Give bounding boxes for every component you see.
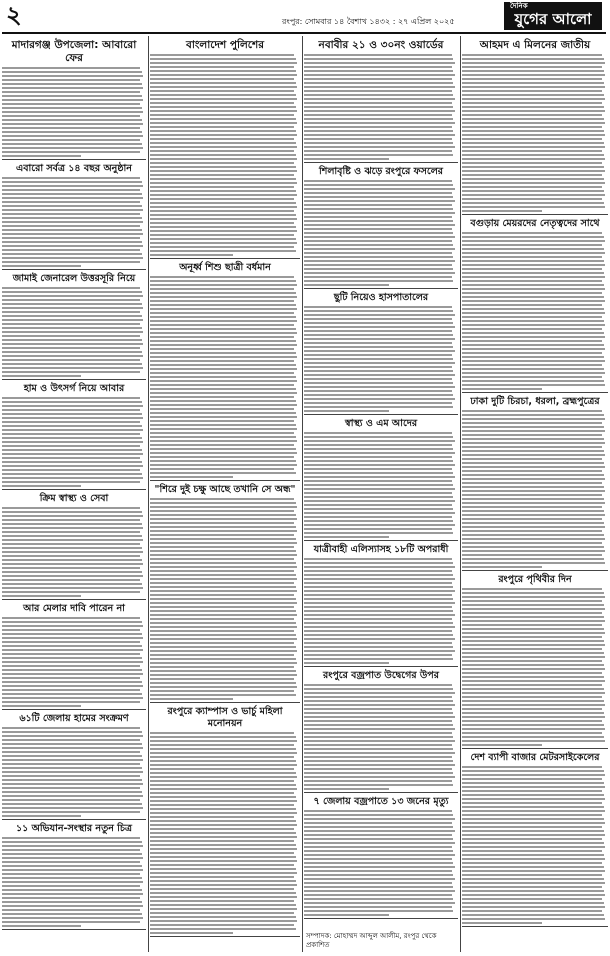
article-body — [2, 397, 146, 487]
headline: রংপুরে বজ্রপাত উদ্বেগের উপর — [323, 670, 439, 681]
column-4 — [462, 36, 608, 952]
article-divider — [304, 792, 458, 793]
headline: এবারো সর্বত্র ১৪ বছর অনুষ্ঠান — [16, 163, 132, 174]
headline: বাংলাদেশ পুলিশের — [185, 39, 265, 51]
headline: যাত্রীবাহী এলিস্যাসহ ১৮টি অপরাধী — [313, 544, 449, 555]
article-divider — [462, 748, 608, 749]
article-body — [2, 287, 146, 377]
article-body — [2, 617, 146, 707]
article-divider — [462, 214, 608, 215]
article-divider — [2, 599, 146, 600]
article-divider — [150, 936, 300, 937]
article-body — [304, 684, 458, 790]
article-body — [462, 766, 608, 924]
article-divider — [2, 819, 146, 820]
article-body — [150, 732, 300, 934]
article-divider — [2, 379, 146, 380]
article-body — [462, 410, 608, 568]
article-body — [304, 54, 458, 160]
article-divider — [304, 162, 458, 163]
headline: স্বাস্থ্য ও এম আদের — [344, 418, 418, 429]
headline: ছুটি নিয়েও হাসপাতালের — [333, 292, 429, 303]
headline: রংপুরে ক্যাম্পাস ও ভার্চু মহিলা মনোনয়ন — [167, 706, 283, 729]
article-body — [150, 498, 300, 700]
headline: অনূর্ধ্ব শিশু ছাত্রী বর্ধমান — [179, 262, 271, 273]
article-divider — [2, 489, 146, 490]
article-body — [2, 507, 146, 597]
column-2 — [150, 36, 300, 952]
headline: "শিরে দুই চক্ষু আছে তখানি সে অন্ধ" — [154, 484, 296, 495]
article-body — [2, 67, 146, 157]
article-divider — [304, 288, 458, 289]
article-divider — [462, 926, 608, 927]
editor-line: সম্পাদক: মোহাম্মদ আব্দুল আলীম, রংপুর থেকে প্রকাশিত — [306, 932, 437, 949]
article-body — [2, 727, 146, 817]
article-body — [462, 588, 608, 746]
article-divider — [2, 269, 146, 270]
column-divider — [460, 36, 461, 952]
article-body — [462, 54, 608, 212]
headline: বগুড়ায় মেয়রদের নেতৃত্বদের সাথে — [470, 218, 600, 229]
headline: আর মেলার দাবি পারেন না — [23, 603, 125, 614]
article-divider — [304, 540, 458, 541]
headline: ঢাকা দুটি চিরচা, ধরলা, ব্রহ্মপুত্রের — [470, 396, 600, 407]
article-body — [304, 810, 458, 916]
article-body — [304, 306, 458, 412]
article-body — [304, 558, 458, 664]
article-body — [150, 276, 300, 478]
article-divider — [304, 414, 458, 415]
column-divider — [302, 36, 303, 952]
article-divider — [150, 480, 300, 481]
logo-name: যুগের আলো — [514, 10, 592, 28]
column-1 — [2, 36, 146, 952]
headline: হাম ও উৎসর্গ নিয়ে আবার — [23, 383, 125, 394]
article-body — [150, 54, 300, 256]
headline: নবাবীর ২১ ও ৩০নং ওয়ার্ডের — [318, 39, 444, 51]
headline: ৭ জেলায় বজ্রপাতে ১৩ জনের মৃত্যু — [313, 796, 449, 807]
article-divider — [304, 918, 458, 919]
article-body — [304, 180, 458, 286]
headline: শিলাবৃষ্টি ও ঝড়ে রংপুরে ফসলের — [318, 166, 444, 177]
article-body — [462, 232, 608, 390]
headline: জামাই জেনারেল উত্তরসূরি নিয়ে — [12, 273, 136, 284]
article-divider — [2, 929, 146, 930]
headline: ক্রিম স্বাস্থ্য ও সেবা — [39, 493, 109, 504]
article-divider — [462, 392, 608, 393]
headline: দেশ ব্যাপী বাজার মেটরসাইকেলের — [470, 752, 600, 763]
headline: মাদারগঞ্জ উপজেলা: আবারো ফের — [11, 39, 137, 64]
article-body — [2, 177, 146, 267]
article-divider — [304, 666, 458, 667]
headline: ৬১টি জেলায় হামের সংক্রমণ — [19, 713, 129, 724]
column-3 — [304, 36, 458, 952]
logo-top: দৈনিক — [510, 1, 528, 10]
page-number: ২ — [6, 0, 22, 29]
headline: আহমদ এ মিলনের জাতীয় — [479, 39, 591, 51]
dateline: রংপুর: সোমবার ১৪ বৈশাখ ১৪৩২ : ২৭ এপ্রিল ২০২৫ — [282, 17, 455, 26]
headline: ১১ অভিযান-সংস্থার নতুন চিত্র — [15, 823, 133, 834]
article-body — [2, 837, 146, 927]
article-divider — [2, 709, 146, 710]
headline: রংপুরে পৃথিবীর দিন — [498, 574, 572, 585]
article-divider — [150, 702, 300, 703]
column-divider — [148, 36, 149, 952]
masthead — [2, 2, 606, 34]
article-body — [304, 432, 458, 538]
newspaper-logo — [504, 2, 602, 30]
article-divider — [150, 258, 300, 259]
article-divider — [2, 159, 146, 160]
article-divider — [462, 570, 608, 571]
